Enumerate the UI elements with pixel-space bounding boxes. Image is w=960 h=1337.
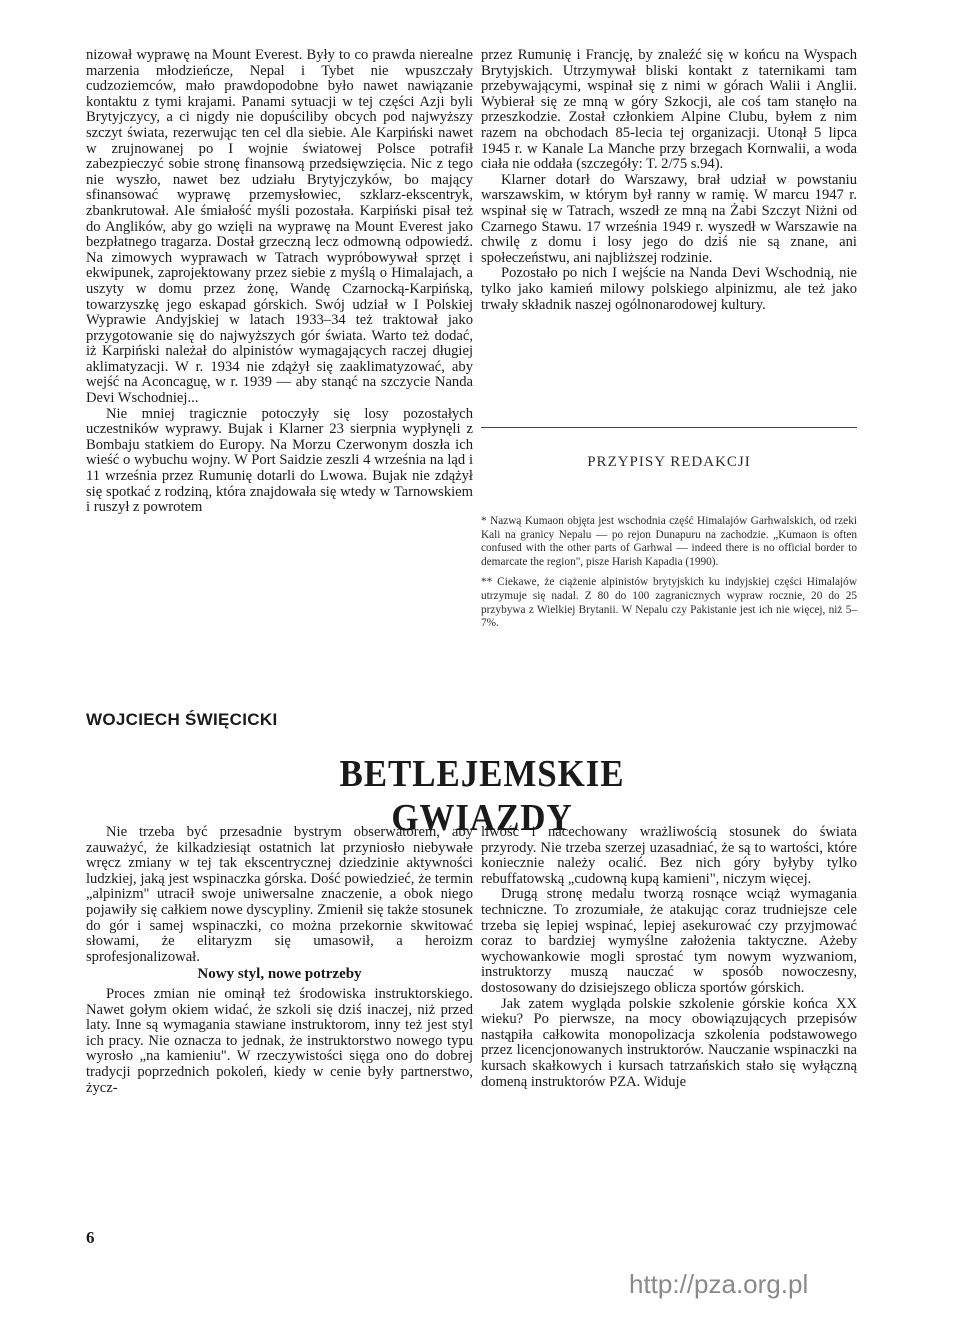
page-number: 6: [86, 1228, 95, 1247]
article-right-column: [481, 825, 857, 1090]
footnote: ** Ciekawe, że ciążenie alpinistów brytyjskich ku indyjskiej części Himalajów utrzymuje się nadal. Z 80 do 100 zagranicznych wypraw rocznie, 20 do 25 przybywa z Wielkiej Brytanii. W Nepalu czy Pakistanie jest ich nie więcej, niż 5–7%.: [481, 576, 857, 630]
section-subheading: Nowy styl, nowe potrzeby: [197, 966, 362, 983]
editorial-notes: [481, 515, 857, 638]
paragraph: Drugą stronę medalu tworzą rosnące wciąż wymagania techniczne. To zrozumiałe, że atakując coraz trudniejsze cele trzeba się lepiej wspinać, lepiej asekurować czy przyjmować coraz to bardziej wymyślne założenia taktyczne. Ażeby wychowankowie mogli sprostać tym nowym wyzwaniom, instruktorzy muszą nauczać w sposób nowoczesny, dostosowany do dzisiejszego oblicza sportów górskich.: [481, 886, 857, 996]
paragraph: Nie trzeba być przesadnie bystrym obserwatorem, aby zauważyć, że kilkadziesiąt ostatnich lat przyniosło niebywałe wręcz zmiany w tej tak ekscentrycznej dziedzinie aktywności ludzkiej, jaką jest wspinaczka górska. Dość powiedzieć, że termin „alpinizm" utracił swoje uniwersalne znaczenie, a obok niego pojawiły się całkiem nowe dyscypliny. Zmienił się także stosunek do gór i samej wspinaczki, co można przekornie skwitować słowami, że elitaryzm się umasowił, a heroizm sprofesjonalizował.: [86, 824, 473, 965]
top-left-column: [86, 48, 473, 516]
notes-divider: [481, 427, 857, 428]
top-right-column: [481, 48, 857, 313]
paragraph: liwość i nacechowany wrażliwością stosunek do świata przyrody. Nie trzeba szerzej uzasadniać, że są to wartości, które koniecznie należy ocalić. Bez nich góry byłyby tylko rebuffatowską „cudowną kupą kamieni", niczym więcej.: [481, 824, 857, 887]
paragraph: Pozostało po nich I wejście na Nanda Devi Wschodnią, nie tylko jako kamień milowy polskiego alpinizmu, ale też jako trwały składnik naszej ogólnonarodowej kultury.: [481, 265, 857, 313]
paragraph: Nie mniej tragicznie potoczyły się losy pozostałych uczestników wyprawy. Bujak i Klarner 23 sierpnia wypłynęli z Bombaju statkiem do Europy. Na Morzu Czerwonym doszła ich wieść o wybuchu wojny. W Port Saidzie zeszli 4 września na ląd i 11 września przez Rumunię dotarli do Lwowa. Bujak nie zdążył się spotkać z rodziną, która znajdowała się wtedy w Tarnowskiem i ruszył z powrotem: [86, 405, 473, 516]
footnote: * Nazwą Kumaon objęta jest wschodnia część Himalajów Garhwalskich, od rzeki Kali na granicy Nepalu — po rejon Dunapuru na zachodzie. „Kumaon is often confused with the other parts of Garhwal — indeed there is no official border to demarcate the region", pisze Harish Kapadia (1990).: [481, 515, 857, 568]
paragraph: Proces zmian nie ominął też środowiska instruktorskiego. Nawet gołym okiem widać, że szkoli się dziś inaczej, niż przed laty. Inne są wymagania stawiane instruktorom, inny też jest styl ich pracy. Nie oznacza to jednak, że instruktorstwo nowego typu wyrosło „na kamieniu". W rzeczywistości sięga ono do dobrej tradycji poprzednich pokoleń, kiedy w cenie były partnerstwo, życz-: [86, 985, 473, 1096]
article-left-column: [86, 825, 473, 1096]
paragraph: przez Rumunię i Francję, by znaleźć się w końcu na Wyspach Brytyjskich. Utrzymywał bliski kontakt z taternikami tam przebywającymi, wspinał się z nimi w górach Walii i Anglii. Wybierał się ze mną w góry Szkocji, ale coś tam stanęło na przeszkodzie. Został członkiem Alpine Clubu, byłem z nim razem na obchodach 85-lecia tej organizacji. Utonął 5 lipca 1945 r. w Kanale La Manche przy brzegach Kornwalii, a woda ciała nie oddała (szczegóły: T. 2/75 s.94).: [481, 47, 857, 173]
paragraph: nizował wyprawę na Mount Everest. Były to co prawda nierealne marzenia młodzieńcze, Nepal i Tybet nie wpuszczały cudzoziemców, mało prawdopodobne było nawet nawiązanie kontaktu z tymi krajami. Panami sytuacji w tej części Azji byli Brytyjczycy, a ci nigdy nie dopuściliby obcych pod najwyższy szczyt świata, rezerwując ten cel dla siebie. Ale Karpiński nawet w zrujnowanej po I wojnie światowej Polsce potrafił zabezpieczyć sobie stronę finansową przedsięwzięcia. Nic z tego nie wyszło, nawet bez udziału Brytyjczyków, bo mający sfinansować wyprawę przemysłowiec, szklarz-ekscentryk, zbankrutował. Ale śmiałość myśli pozostała. Karpiński pisał też do Anglików, aby go wzięli na wyprawę na Mount Everest jako bezpłatnego tragarza. Dostał grzeczną lecz odmowną odpowiedź. Na zimowych wyprawach w Tatrach wypróbowywał sprzęt i ekwipunek, zaprojektowany przez siebie z myślą o Himalajach, a uszyty w domu przez żonę, Wandę Czarnocką-Karpińską, towarzyszkę jego eskapad górskich. Swój udział w I Polskiej Wyprawie Andyjskiej w latach 1933–34 też traktował jako przygotowanie się do najwyższych gór świata. Warto też dodać, iż Karpiński należał do alpinistów wymagających raczej długiej aklimatyzacji. W r. 1934 nie zdążył się zaaklimatyzować, aby wejść na Aconcaguę, w r. 1939 — aby stanąć na szczycie Nanda Devi Wschodniej...: [86, 47, 473, 407]
paragraph: Klarner dotarł do Warszawy, brał udział w powstaniu warszawskim, w którym był ranny w ramię. W marcu 1947 r. wspinał się w Tatrach, wszedł ze mną na Żabi Szczyt Niżni od Czarnego Stawu. 17 września 1949 r. wyszedł w Warszawie na chwilę z domu i losy jego do dziś nie są znane, ani społeczeństwu, ani najbliższej rodzinie.: [481, 171, 857, 266]
article-author: WOJCIECH ŚWIĘCICKI: [86, 710, 278, 729]
notes-heading: PRZYPISY REDAKCJI: [587, 454, 751, 470]
paragraph: Jak zatem wygląda polskie szkolenie górskie końca XX wieku? Po pierwsze, na mocy obowiązujących przepisów nastąpiła całkowita monopolizacja szkolenia podstawowego przez licencjonowanych instruktorów. Nauczanie wspinaczki na kursach skałkowych i kursach tatrzańskich stało się wyłączną domeną instruktorów PZA. Widuje: [481, 995, 857, 1090]
source-watermark: http://pza.org.pl: [629, 1269, 809, 1299]
article-title: BETLEJEMSKIE GWIAZDY: [339, 753, 625, 839]
